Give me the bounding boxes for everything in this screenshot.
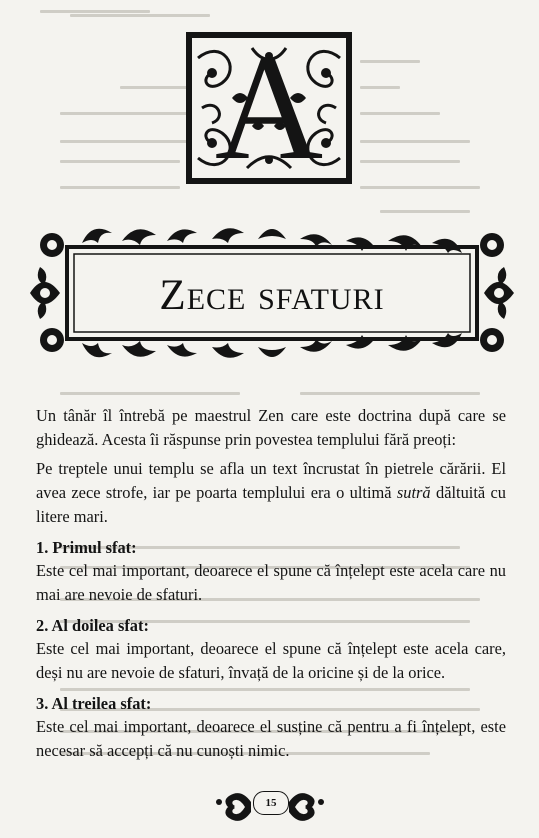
- bleed-through-line: [60, 186, 180, 189]
- bleed-through-line: [300, 392, 480, 395]
- bleed-through-line: [60, 392, 240, 395]
- advice-heading-3: 3. Al treilea sfat:: [36, 694, 152, 713]
- bleed-through-line: [360, 186, 480, 189]
- title-cartouche: [22, 215, 522, 370]
- chapter-title: Zece sfaturi: [159, 272, 385, 319]
- story-paragraph: [36, 457, 506, 529]
- bleed-through-line: [380, 210, 470, 213]
- advice-heading-1: 1. Primul sfat:: [36, 538, 137, 557]
- bleed-through-line: [60, 140, 200, 143]
- advice-heading-2: 2. Al doilea sfat:: [36, 616, 149, 635]
- story-text-start: Pe treptele unui templu se afla un text încrustat în pietrele cărării. El avea zece strofe, iar pe poarta templului era o ultimă: [36, 459, 506, 502]
- page-number-ornament: [215, 782, 325, 822]
- dropcap-letter: A: [214, 38, 324, 178]
- bleed-through-line: [360, 160, 460, 163]
- bleed-through-line: [60, 160, 180, 163]
- ornamental-dropcap: [186, 32, 352, 184]
- bleed-through-line: [60, 112, 190, 115]
- bleed-through-line: [360, 140, 470, 143]
- page-number: 15: [253, 791, 289, 815]
- advice-text-3: Este cel mai important, deoarece el susține că pentru a fi înțelept, este necesar să accepți că nu cunoști nimic.: [36, 717, 506, 760]
- bleed-through-line: [40, 10, 150, 13]
- story-text-end: dăltuită cu litere mari.: [36, 483, 507, 526]
- bleed-through-line: [70, 14, 210, 17]
- bleed-through-line: [360, 86, 400, 89]
- sutra-term: sutră: [396, 483, 431, 502]
- bleed-through-line: [360, 112, 440, 115]
- intro-paragraph: Un tânăr îl întrebă pe maestrul Zen care este doctrina după care se ghidează. Acesta îi răspunse prin povestea templului fără preoți:: [36, 406, 506, 449]
- bleed-through-line: [360, 60, 420, 63]
- advice-text-1: Este cel mai important, deoarece el spune că înțelept este acela care nu mai are nevoie de sfaturi.: [36, 561, 506, 604]
- body-text: [36, 404, 506, 770]
- advice-text-2: Este cel mai important, deoarece el spune că înțelept este acela care, deși nu are nevoie de sfaturi, învață de la oricine și de la orice.: [36, 639, 506, 682]
